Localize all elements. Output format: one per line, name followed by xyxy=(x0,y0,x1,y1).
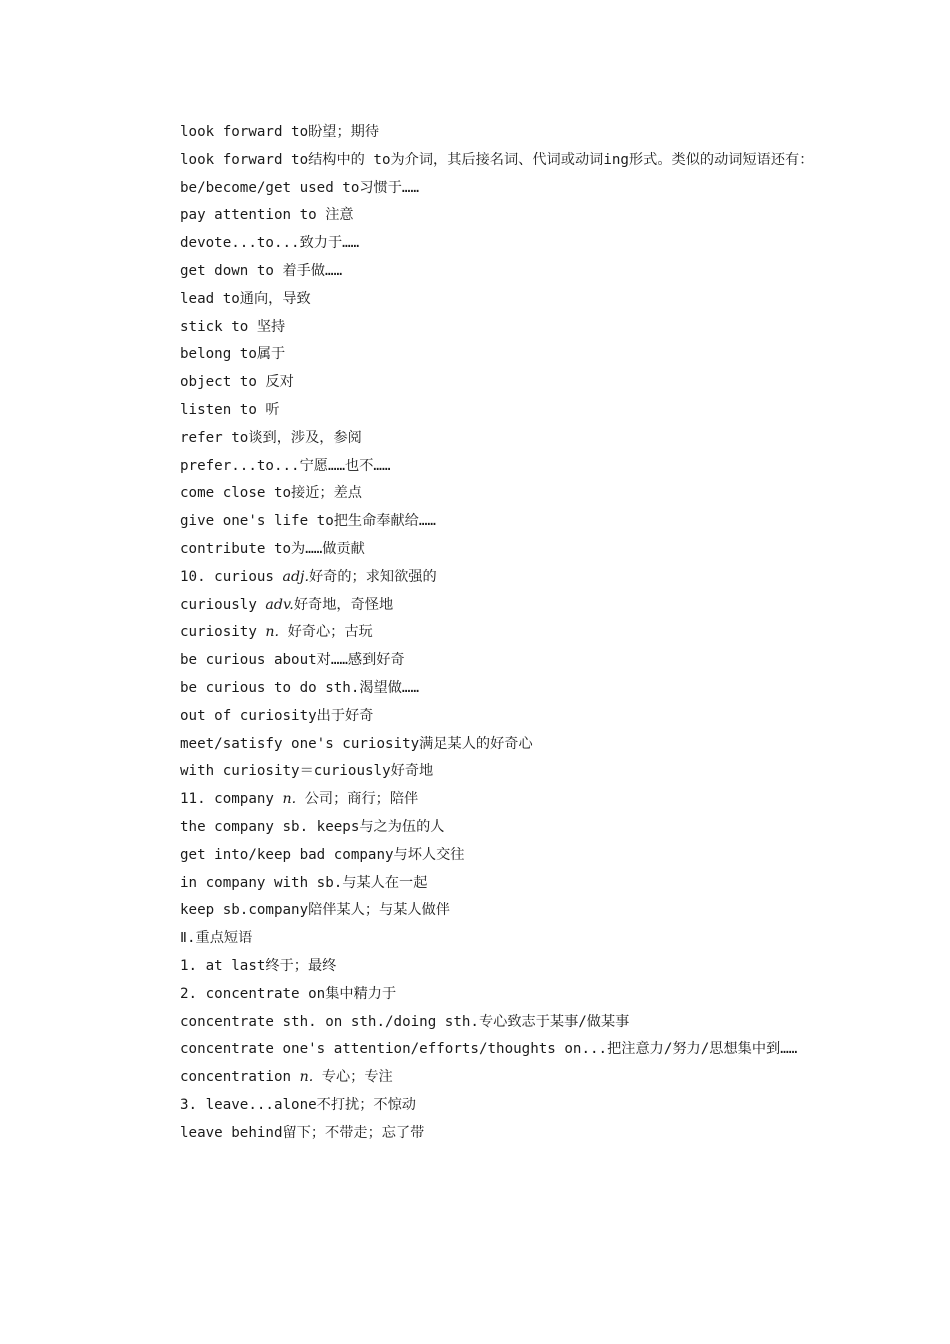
entry-definition: 公司；商行；陪伴 xyxy=(296,791,419,808)
part-of-speech: adj. xyxy=(282,568,309,585)
text-line xyxy=(138,341,818,369)
text-line xyxy=(138,202,818,230)
text-line xyxy=(138,425,818,453)
line-text: keep sb.company陪伴某人；与某人做伴 xyxy=(180,902,450,919)
line-text: come close to接近；差点 xyxy=(180,485,362,502)
line-text: get into/keep bad company与坏人交往 xyxy=(180,846,465,863)
line-text: pay attention to 注意 xyxy=(180,207,354,224)
entry-term: 11. company xyxy=(180,791,283,808)
line-text: meet/satisfy one's curiosity满足某人的好奇心 xyxy=(180,735,533,752)
line-text: give one's life to把生命奉献给…… xyxy=(180,513,436,530)
line-text: the company sb. keeps与之为伍的人 xyxy=(180,818,445,835)
line-text: lead to通向，导致 xyxy=(180,290,311,307)
text-line xyxy=(138,758,818,786)
line-text: concentrate sth. on sth./doing sth.专心致志于某事/做某事 xyxy=(180,1013,630,1030)
line-text: with curiosity＝curiously好奇地 xyxy=(180,763,434,780)
entry-term: curiosity xyxy=(180,624,266,641)
line-text: be curious about对……感到好奇 xyxy=(180,652,405,669)
entry-definition: 好奇地，奇怪地 xyxy=(293,596,394,613)
text-line xyxy=(138,564,818,592)
text-line xyxy=(138,897,818,925)
text-line xyxy=(138,147,818,175)
line-text: out of curiosity出于好奇 xyxy=(180,707,374,724)
line-text: 3. leave...alone不打扰；不惊动 xyxy=(180,1096,416,1113)
part-of-speech: n. xyxy=(299,1069,314,1086)
line-text: 1. at last终于；最终 xyxy=(180,957,337,974)
line-text: leave behind留下；不带走；忘了带 xyxy=(180,1124,425,1141)
line-text: prefer...to...宁愿……也不…… xyxy=(180,457,391,474)
text-line xyxy=(138,1064,818,1092)
line-text: 2. concentrate on集中精力于 xyxy=(180,985,397,1002)
text-line xyxy=(138,258,818,286)
text-line xyxy=(138,703,818,731)
text-line xyxy=(138,536,818,564)
text-line xyxy=(138,981,818,1009)
entry-term: concentration xyxy=(180,1069,300,1086)
line-text: be curious to do sth.渴望做…… xyxy=(180,679,420,696)
line-text: look forward to结构中的 to为介词，其后接名词、代词或动词ing形式。类似的动词短语还有： xyxy=(180,151,814,168)
line-text: be/become/get used to习惯于…… xyxy=(180,179,420,196)
line-text: refer to谈到，涉及，参阅 xyxy=(180,429,362,446)
text-line xyxy=(138,786,818,814)
part-of-speech: n. xyxy=(265,624,280,641)
line-text: listen to 听 xyxy=(180,401,280,418)
document-body xyxy=(138,119,818,1147)
text-line xyxy=(138,870,818,898)
text-line xyxy=(138,369,818,397)
text-line xyxy=(138,731,818,759)
line-text: look forward to盼望；期待 xyxy=(180,124,380,140)
text-line xyxy=(138,314,818,342)
line-text: contribute to为……做贡献 xyxy=(180,540,365,557)
text-line xyxy=(138,675,818,703)
text-line xyxy=(138,925,818,953)
text-line xyxy=(138,1036,818,1064)
text-line xyxy=(138,592,818,620)
line-text: in company with sb.与某人在一起 xyxy=(180,874,428,891)
text-line xyxy=(138,1092,818,1120)
part-of-speech: n. xyxy=(282,791,297,808)
line-text: belong to属于 xyxy=(180,346,286,363)
line-text: Ⅱ.重点短语 xyxy=(180,930,253,947)
text-line xyxy=(138,453,818,481)
text-line xyxy=(138,230,818,258)
text-line xyxy=(138,814,818,842)
text-line xyxy=(138,953,818,981)
text-line xyxy=(138,286,818,314)
entry-term: curiously xyxy=(180,596,266,613)
text-line xyxy=(138,842,818,870)
entry-term: 10. curious xyxy=(180,568,283,585)
line-text: concentrate one's attention/efforts/thoughts on...把注意力/努力/思想集中到…… xyxy=(180,1041,798,1058)
entry-definition: 好奇心；古玩 xyxy=(279,624,373,641)
part-of-speech: adv. xyxy=(265,596,294,613)
line-text: devote...to...致力于…… xyxy=(180,235,360,252)
text-line xyxy=(138,480,818,508)
text-line xyxy=(138,175,818,203)
line-text: get down to 着手做…… xyxy=(180,262,343,279)
text-line xyxy=(138,1120,818,1148)
text-line xyxy=(138,397,818,425)
text-line xyxy=(138,1009,818,1037)
line-text: object to 反对 xyxy=(180,374,294,391)
text-line xyxy=(138,647,818,675)
text-line xyxy=(138,119,818,147)
line-text: stick to 坚持 xyxy=(180,318,286,335)
text-line xyxy=(138,508,818,536)
entry-definition: 专心；专注 xyxy=(313,1069,393,1086)
text-line xyxy=(138,619,818,647)
entry-definition: 好奇的；求知欲强的 xyxy=(308,568,437,585)
